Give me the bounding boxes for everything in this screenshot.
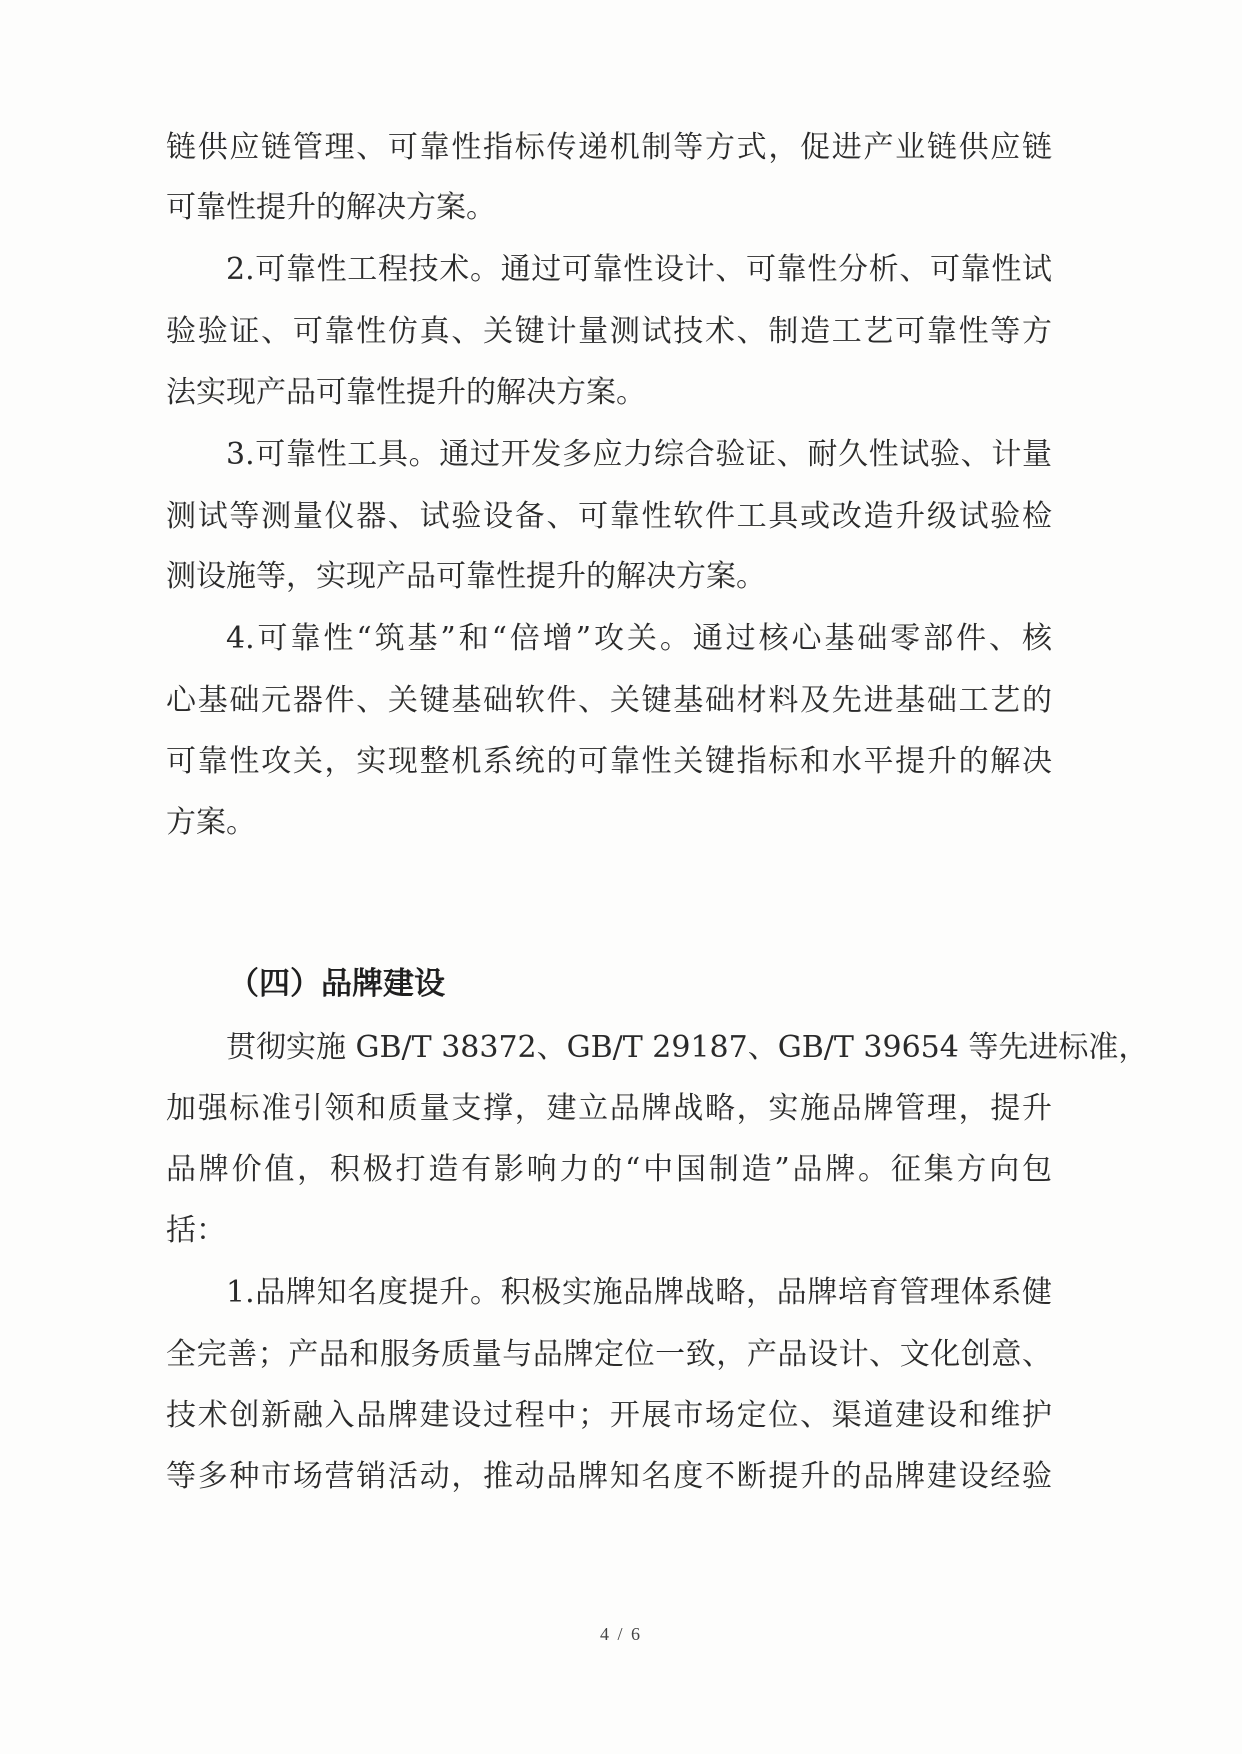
body-line: 技术创新融入品牌建设过程中；开展市场定位、渠道建设和维护 [166, 1398, 1052, 1433]
body-line: 3.可靠性工具。通过开发多应力综合验证、耐久性试验、计量 [226, 437, 1052, 472]
page-number: 4 / 6 [599, 1624, 642, 1644]
body-line: 4.可靠性“筑基”和“倍增”攻关。通过核心基础零部件、核 [226, 621, 1052, 656]
body-line: 测设施等，实现产品可靠性提升的解决方案。 [166, 559, 766, 594]
body-line: 验验证、可靠性仿真、关键计量测试技术、制造工艺可靠性等方 [166, 314, 1052, 349]
body-line: 法实现产品可靠性提升的解决方案。 [166, 375, 646, 410]
body-line: 测试等测量仪器、试验设备、可靠性软件工具或改造升级试验检 [166, 499, 1052, 534]
section-heading: （四）品牌建设 [228, 966, 445, 1002]
body-line: 贯彻实施 GB/T 38372、GB/T 29187、GB/T 39654 等先进标准， [226, 1030, 1149, 1065]
body-line: 心基础元器件、关键基础软件、关键基础材料及先进基础工艺的 [166, 683, 1052, 718]
body-line: 括： [166, 1213, 226, 1248]
body-line: 等多种市场营销活动，推动品牌知名度不断提升的品牌建设经验 [166, 1459, 1052, 1494]
body-line: 加强标准引领和质量支撑，建立品牌战略，实施品牌管理，提升 [166, 1091, 1052, 1126]
body-line: 2.可靠性工程技术。通过可靠性设计、可靠性分析、可靠性试 [226, 252, 1052, 287]
body-line: 可靠性提升的解决方案。 [166, 190, 496, 225]
body-line: 全完善；产品和服务质量与品牌定位一致，产品设计、文化创意、 [166, 1337, 1052, 1372]
body-line: 可靠性攻关，实现整机系统的可靠性关键指标和水平提升的解决 [166, 744, 1052, 779]
body-line: 方案。 [166, 805, 256, 840]
body-line: 1.品牌知名度提升。积极实施品牌战略，品牌培育管理体系健 [226, 1275, 1052, 1310]
body-line: 链供应链管理、可靠性指标传递机制等方式，促进产业链供应链 [166, 130, 1052, 165]
body-line: 品牌价值，积极打造有影响力的“中国制造”品牌。征集方向包 [166, 1152, 1052, 1187]
